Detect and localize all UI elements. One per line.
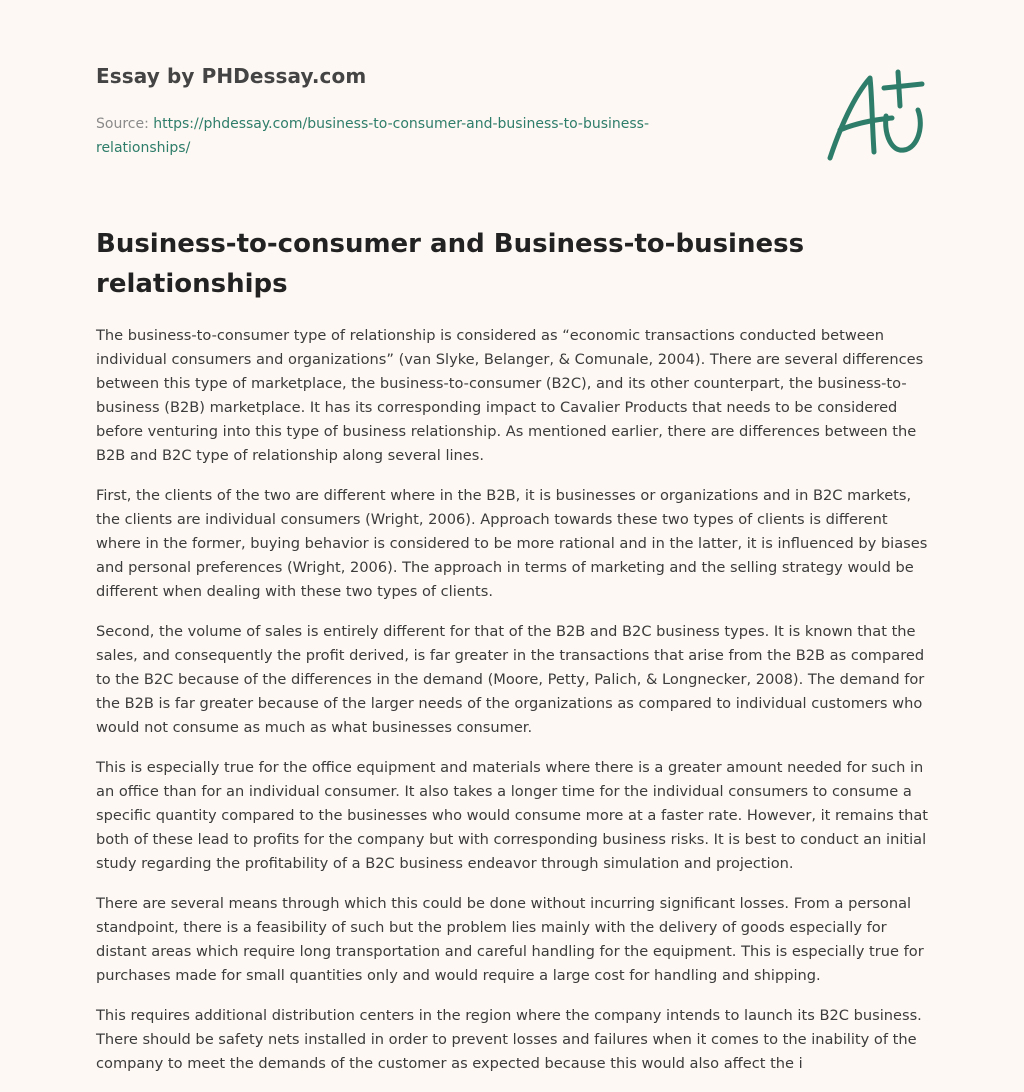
paragraph: The business-to-consumer type of relationship is considered as “economic transactions conducted between individual consumers and organizations” (van Slyke, Belanger, & Comunale, 2004). There are several differences between this type of marketplace, the business-to-consumer (B2C), and its other counterpart, the business-to-business (B2B) marketplace. It has its corresponding impact to Cavalier Products that needs to be considered before venturing into this type of business relationship. As mentioned earlier, there are differences between the B2B and B2C type of relationship along several lines. — [96, 327, 924, 464]
site-title: Essay by PHDessay.com — [96, 64, 367, 88]
document-title: Business-to-consumer and Business-to-business relationships — [96, 229, 805, 299]
paragraph: This is especially true for the office equipment and materials where there is a greater amount needed for such in an office than for an individual consumer. It also takes a longer time for the individual consumers to consume a specific quantity compared to the businesses who would consume more at a faster rate. However, it remains that both of these lead to profits for the company but with corresponding business risks. It is best to conduct an initial study regarding the profitability of a B2C business endeavor through simulation and projection. — [96, 759, 929, 872]
article-body — [96, 324, 928, 1092]
source-label: Source: — [96, 116, 149, 132]
a-plus-logo-icon — [826, 66, 926, 166]
source-link[interactable]: https://phdessay.com/business-to-consumer-and-business-to-business-relationships/ — [96, 116, 650, 156]
paragraph: This requires additional distribution centers in the region where the company intends to launch its B2C business. There should be safety nets installed in order to prevent losses and failures when it comes to the inability of the company to meet the demands of the customer as expected because this would also affect the i — [96, 1007, 922, 1072]
paragraph: There are several means through which this could be done without incurring significant losses. From a personal standpoint, there is a feasibility of such but the problem lies mainly with the delivery of goods especially for distant areas which require long transportation and careful handling for the equipment. This is especially true for purchases made for small quantities only and would require a large cost for handling and shipping. — [96, 895, 924, 984]
source-line — [96, 112, 736, 160]
paragraph: First, the clients of the two are different where in the B2B, it is businesses or organizations and in B2C markets, the clients are individual consumers (Wright, 2006). Approach towards these two types of clients is different where in the former, buying behavior is considered to be more rational and in the latter, it is influenced by biases and personal preferences (Wright, 2006). The approach in terms of marketing and the selling strategy would be different when dealing with these two types of clients. — [96, 487, 928, 600]
paragraph: Second, the volume of sales is entirely different for that of the B2B and B2C business types. It is known that the sales, and consequently the profit derived, is far greater in the transactions that arise from the B2B as compared to the B2C because of the differences in the demand (Moore, Petty, Palich, & Longnecker, 2008). The demand for the B2B is far greater because of the larger needs of the organizations as compared to individual customers who would not consume as much as what businesses consumer. — [96, 623, 925, 736]
